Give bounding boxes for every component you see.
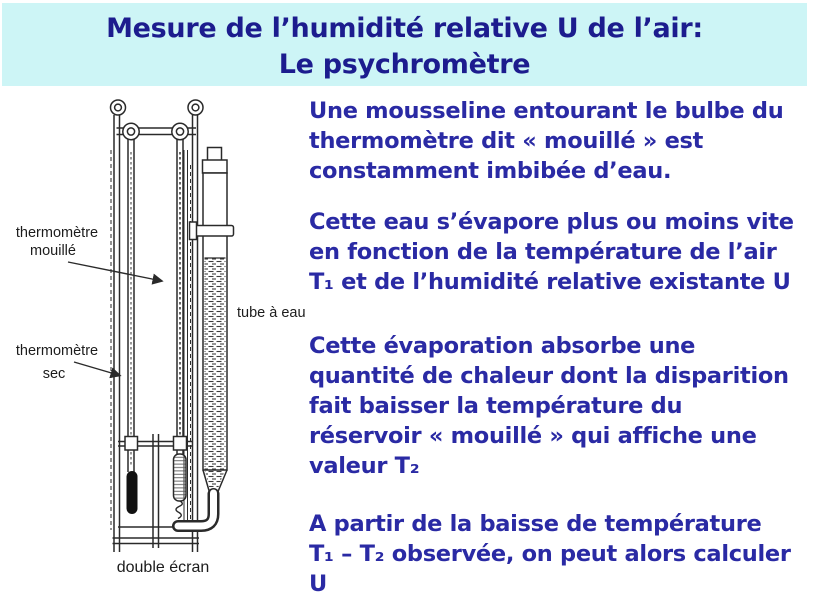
label-water-tube: tube à eau <box>237 305 306 321</box>
dry-thermometer <box>125 140 138 515</box>
paragraph-conclusion <box>309 509 813 599</box>
text-line: constamment imbibée d’eau. <box>309 158 672 184</box>
text-line: réservoir « mouillé » qui affiche une <box>309 423 757 449</box>
wet-thermometer <box>174 140 187 519</box>
label-double-screen: double écran <box>116 559 210 576</box>
text-line: Cette évaporation absorbe une <box>309 333 696 359</box>
text-line: quantité de chaleur dont la disparition <box>309 363 789 389</box>
wick-spiral <box>176 501 182 519</box>
dry-thermometer-arrow <box>74 362 120 376</box>
paragraph-muslin <box>309 96 813 186</box>
slide-title-line1: Mesure de l’humidité relative U de l’air: <box>106 13 703 44</box>
text-line: U <box>309 571 327 597</box>
label-wet-thermometer-line1: thermomètre <box>15 225 99 241</box>
text-line: Une mousseline entourant le bulbe du <box>309 98 784 124</box>
text-line: Cette eau s’évapore plus ou moins vite <box>309 209 794 235</box>
text-line: thermomètre dit « mouillé » est <box>309 128 704 154</box>
hanging-rings <box>111 100 204 140</box>
label-dry-thermometer-line2: sec <box>42 366 66 382</box>
psychrometer-figure <box>68 100 234 552</box>
slide-title-line2: Le psychromètre <box>278 49 531 80</box>
label-dry-thermometer-line1: thermomètre <box>15 343 99 359</box>
paragraph-evaporation-rate <box>309 207 813 297</box>
text-line: T₁ et de l’humidité relative existante U <box>309 269 791 295</box>
text-line: valeur T₂ <box>309 453 420 479</box>
text-line: en fonction de la température de l’air <box>309 239 777 265</box>
body-text <box>309 0 813 615</box>
text-line: fait baisser la température du <box>309 393 683 419</box>
label-wet-thermometer-line2: mouillé <box>30 243 76 259</box>
text-line: A partir de la baisse de température <box>309 511 762 537</box>
text-line: T₁ – T₂ observée, on peut alors calculer <box>309 541 791 567</box>
wet-thermometer-arrow <box>68 262 162 281</box>
paragraph-heat-absorption <box>309 331 813 481</box>
